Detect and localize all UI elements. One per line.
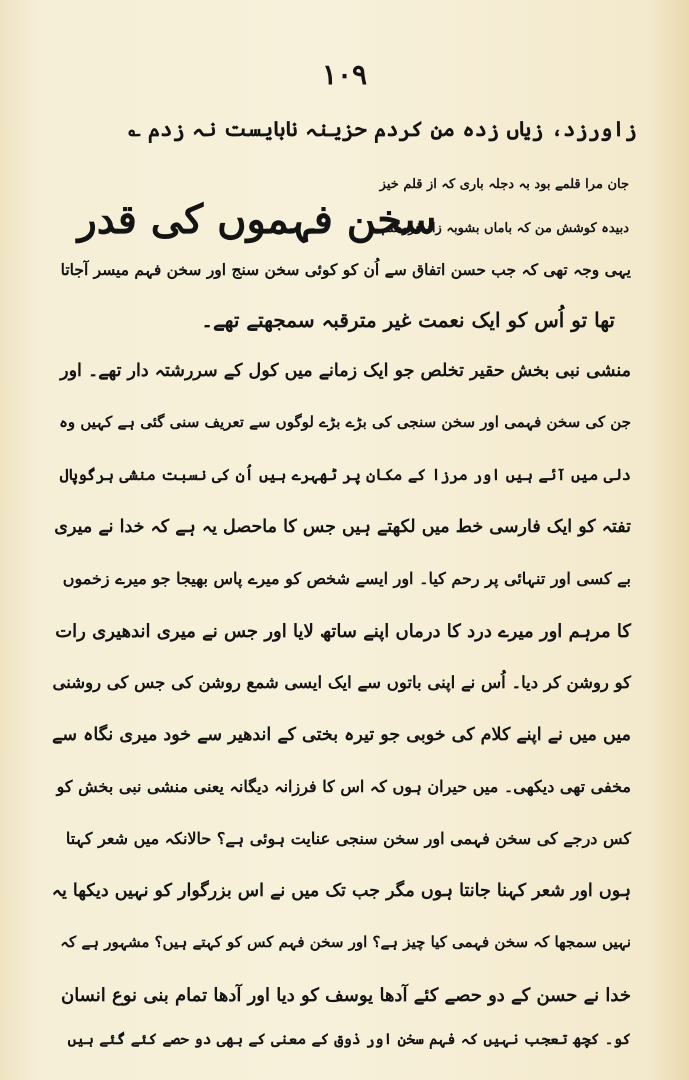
paragraph-line: یہی وجہ تھی کہ جب حسن اتفاق سے اُن کو کوئی سخن سنج اور سخن فہم میسر آجاتا	[60, 260, 631, 279]
paragraph-line: کس درجے کی سخن فہمی اور سخن سنجی عنایت ہوئی ہے؟ حالانکہ میں شعر کہتا	[65, 829, 631, 848]
paragraph-line: تفتہ کو ایک فارسی خط میں لکھتے ہیں جس کا ماحصل یہ ہے کہ خدا نے میری	[54, 517, 631, 537]
paragraph-line: کو روشن کر دیا۔ اُس نے اپنی باتوں سے ایک ایسی شمع روشن کی جس کی روشنی	[52, 673, 631, 692]
paragraph-line: نہیں سمجھا کہ سخن فہمی کیا چیز ہے؟ اور سخن فہم کس کو کہتے ہیں؟ مشہور ہے کہ	[60, 933, 631, 951]
couplet-verse-line: جان مرا قلمے بود بہ دجلہ باری کہ از قلم خیز	[379, 177, 629, 192]
paragraph-line: مخفی تھی دیکھی۔ میں حیران ہوں کہ اس کا فرزانہ دیگانہ یعنی منشی نبی بخش کو	[56, 777, 631, 796]
paragraph-line: دلی میں آئے ہیں اور مرزا کے مکان پر ٹھہرے ہیں اُن کی نسبت منشی ہرگوپال	[59, 465, 631, 484]
couplet-verse-line: دبیدہ کوشش من کہ باماں بشوبہ زاد فروختم	[381, 221, 629, 236]
paragraph-line: کو۔ کچھ تعجب نہیں کہ فہم سخن اور ذوق کے معنی کے بھی دو حصے کئے گئے ہیں	[67, 1030, 631, 1048]
paragraph-line: میں میں نے اپنے کلام کی خوبی جو تیرہ بختی کے اندھیر سے خود میری نگاہ سے	[52, 725, 631, 745]
page-number: ١٠٩	[321, 58, 368, 91]
paragraph-line: خدا نے حسن کے دو حصے کئے آدھا یوسف کو دیا اور آدھا تمام بنی نوع انسان	[60, 985, 631, 1006]
paragraph-line: تھا تو اُس کو ایک نعمت غیر مترقبہ سمجھتے تھے۔	[201, 308, 615, 332]
paragraph-line: جن کی سخن فہمی اور سخن سنجی کی بڑے بڑے لوگوں سے تعریف سنی گئی ہے کہیں وہ	[59, 413, 631, 431]
paragraph-line: کا مرہم اور میرے درد کا درماں اپنے ساتھ لایا اور جس نے میری اندھیری رات	[55, 621, 631, 642]
couplet-intro-line: زاورزد، زیاں زدہ من کردم حزینہ نابایست نہ زدم ؎	[128, 116, 637, 141]
paragraph-line: بے کسی اور تنہائی پر رحم کیا۔ اور ایسے شخص کو میرے پاس بھیجا جو میرے زخموں	[62, 569, 631, 588]
section-heading: سخن فہموں کی قدر	[77, 196, 437, 243]
paragraph-line: ہوں اور شعر کہنا جانتا ہوں مگر جب تک میں نے اس بزرگوار کو نہیں دیکھا یہ	[51, 881, 631, 901]
paragraph-line: منشی نبی بخش حقیر تخلص جو ایک زمانے میں کول کے سررشتہ دار تھے۔ اور	[60, 361, 631, 381]
